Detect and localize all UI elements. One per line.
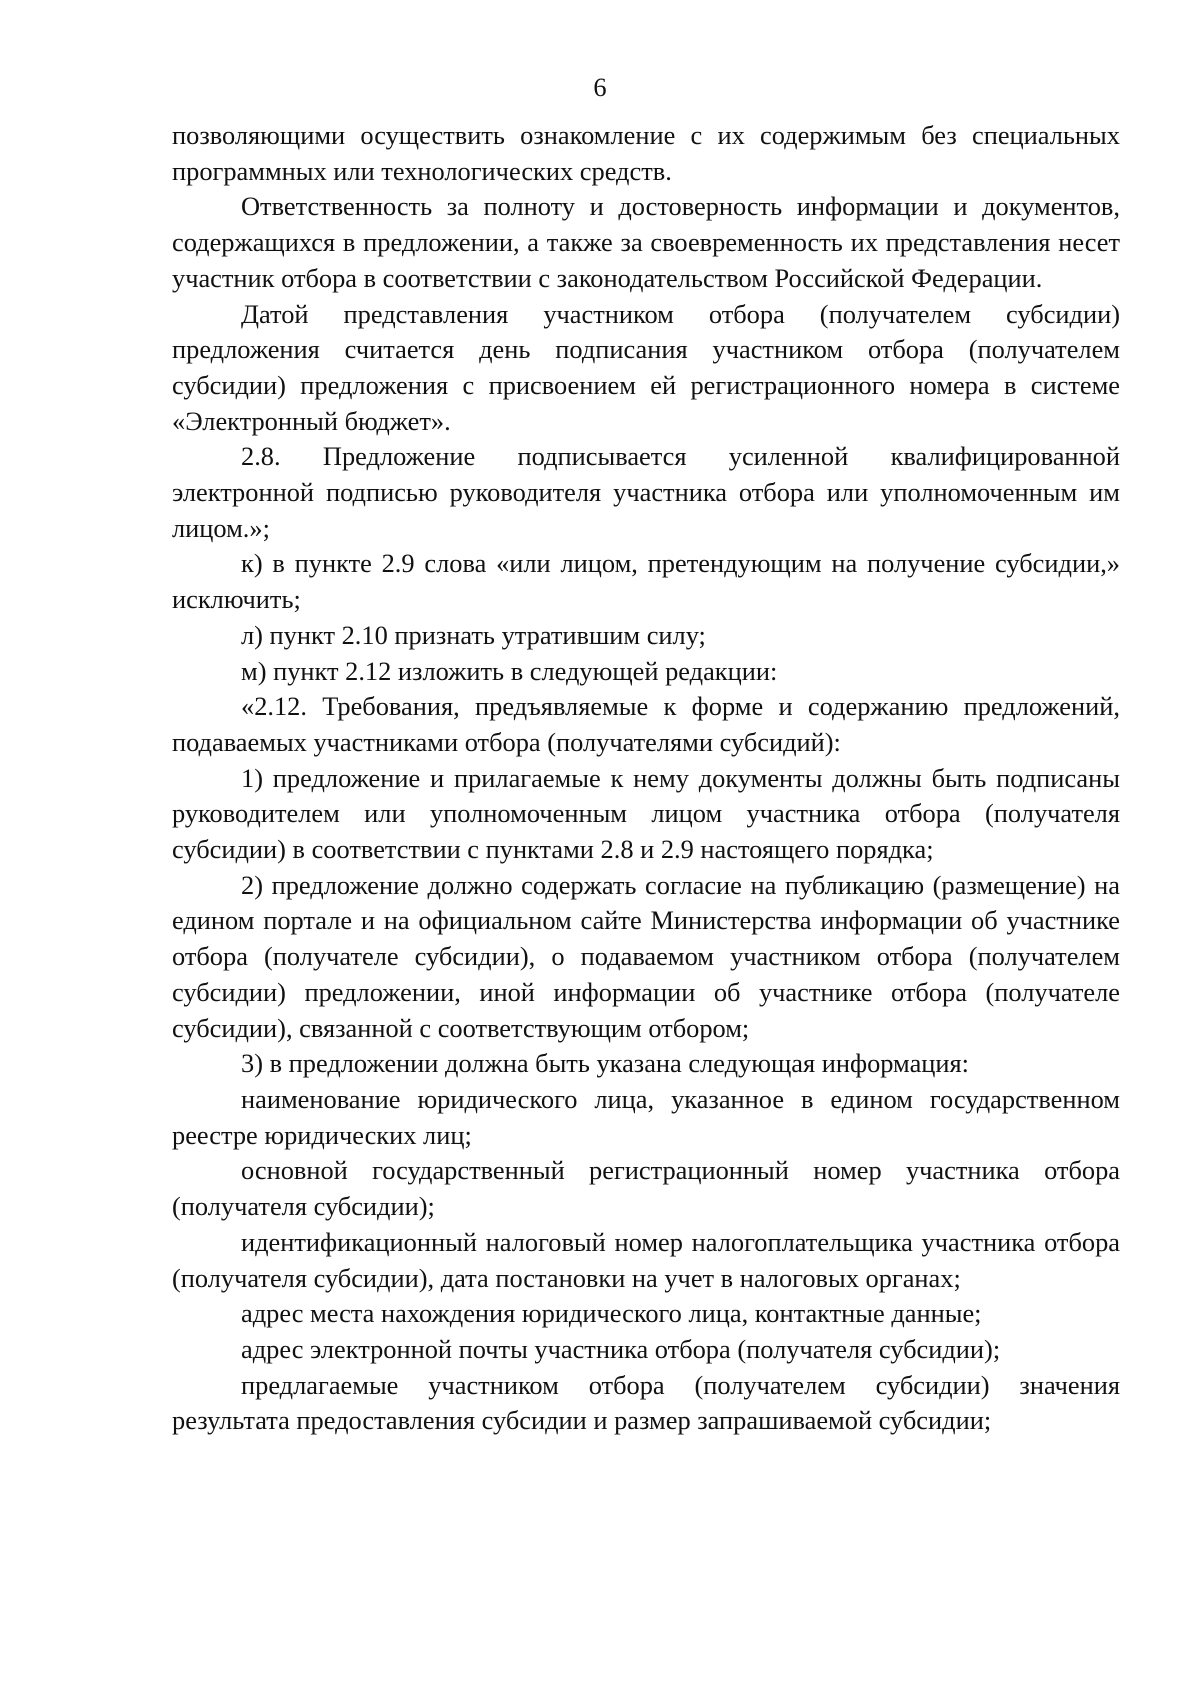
paragraph-email: адрес электронной почты участника отбора (получателя субсидии); (241, 1333, 1001, 1364)
paragraph-2-12: «2.12. Требования, предъявляемые к форме и содержанию предложений, подаваемых участниками отбора (получателями субсидий): (172, 691, 1120, 757)
paragraph-item-k: к) в пункте 2.9 слова «или лицом, претендующим на получение субсидии,» исключить; (172, 548, 1120, 615)
paragraph-ogrn: основной государственный регистрационный номер участника отбора (получателя субсидии); (172, 1155, 1120, 1222)
paragraph-responsibility: Ответственность за полноту и достоверность информации и документов, содержащихся в предложении, а также за своевременность их представления несет участник отбора в соответствии с законодательством Российской Федерации. (172, 191, 1120, 293)
paragraph-requirement-3: 3) в предложении должна быть указана следующая информация: (241, 1048, 970, 1079)
paragraph-requirement-1: 1) предложение и прилагаемые к нему документы должны быть подписаны руководителем или уполномоченным лицом участника отбора (получателя субсидии) в соответствии с пунктами 2.8 и 2.9 настоящего порядка; (172, 762, 1120, 865)
paragraph-legal-name: наименование юридического лица, указанное в едином государственном реестре юридических лиц; (172, 1083, 1120, 1150)
paragraph-continuation: позволяющими осуществить ознакомление с их содержимым без специальных программных или технологических средств. (172, 120, 1120, 186)
paragraph-item-m: м) пункт 2.12 изложить в следующей редакции: (241, 655, 778, 686)
paragraph-submission-date: Датой представления участником отбора (получателем субсидии) предложения считается день подписания участником отбора (получателем субсидии) предложения с присвоением ей регистрационного номера в системе «Электронный бюджет». (172, 298, 1120, 436)
paragraph-2-8: 2.8. Предложение подписывается усиленной квалифицированной электронной подписью руководителя участника отбора или уполномоченным им лицом.»; (172, 441, 1120, 543)
paragraph-requirement-2: 2) предложение должно содержать согласие на публикацию (размещение) на едином портале и на официальном сайте Министерства информации об участнике отбора (получателе субсидии), о подаваемом участником отбора (получателем субсидии) предложении, иной информации об участнике отбора (получателе субсидии), связанной с соответствующим отбором; (172, 869, 1120, 1043)
document-body (172, 118, 1120, 1439)
paragraph-item-l: л) пункт 2.10 признать утратившим силу; (241, 619, 706, 650)
page-number: 6 (593, 72, 607, 102)
paragraph-inn: идентификационный налоговый номер налогоплательщика участника отбора (получателя субсидии), дата постановки на учет в налоговых органах; (172, 1226, 1120, 1293)
paragraph-address: адрес места нахождения юридического лица, контактные данные; (241, 1298, 982, 1329)
paragraph-result-values: предлагаемые участником отбора (получателем субсидии) значения результата предоставления субсидии и размер запрашиваемой субсидии; (172, 1369, 1120, 1436)
